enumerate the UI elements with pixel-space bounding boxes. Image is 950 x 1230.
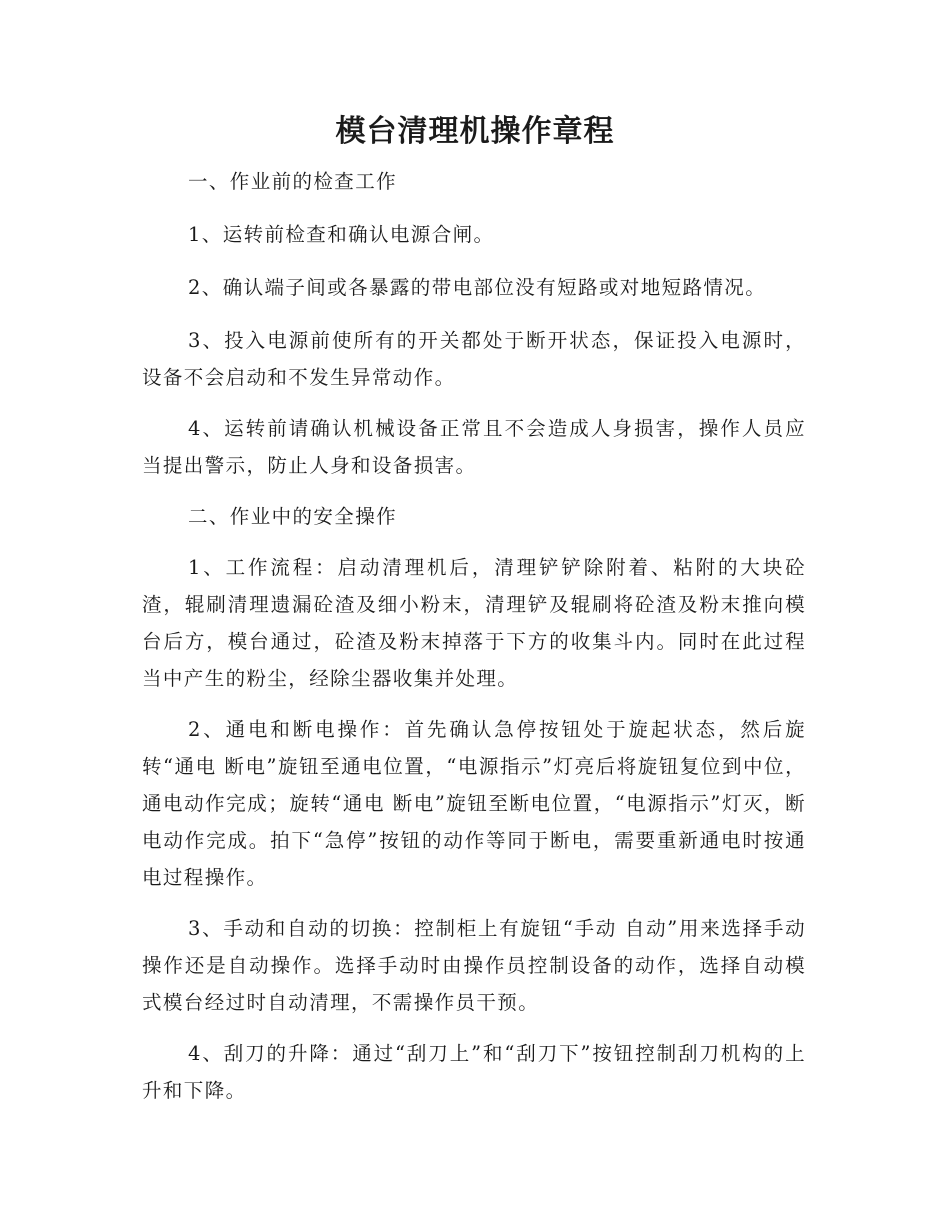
section-heading-safe-operation: 二、作业中的安全操作 — [188, 505, 398, 528]
document-body — [142, 163, 806, 1109]
paragraph-operation-2: 2、通电和断电操作：首先确认急停按钮处于旋起状态，然后旋转“通电 断电”旋钮至通电位置，“电源指示”灯亮后将旋钮复位到中位，通电动作完成；旋转“通电 断电”旋钮至断电位置，“电源指示”灯灭，断电动作完成。拍下“急停”按钮的动作等同于断电，需要重新通电时按通电过程操作。 — [142, 718, 806, 889]
paragraph-pre-check-3: 3、投入电源前使所有的开关都处于断开状态，保证投入电源时，设备不会启动和不发生异常动作。 — [142, 329, 806, 389]
paragraph-operation-1: 1、工作流程：启动清理机后，清理铲铲除附着、粘附的大块砼渣，辊刷清理遗漏砼渣及细小粉末，清理铲及辊刷将砼渣及粉末推向模台后方，模台通过，砼渣及粉末掉落于下方的收集斗内。同时在此过程当中产生的粉尘，经除尘器收集并处理。 — [142, 556, 806, 690]
section-heading-pre-work-check: 一、作业前的检查工作 — [188, 170, 398, 193]
paragraph-operation-3: 3、手动和自动的切换：控制柜上有旋钮“手动 自动”用来选择手动操作还是自动操作。选择手动时由操作员控制设备的动作，选择自动模式模台经过时自动清理，不需操作员干预。 — [142, 917, 806, 1014]
paragraph-pre-check-2: 2、确认端子间或各暴露的带电部位没有短路或对地短路情况。 — [188, 276, 767, 299]
paragraph-pre-check-4: 4、运转前请确认机械设备正常且不会造成人身损害，操作人员应当提出警示，防止人身和设备损害。 — [142, 417, 806, 477]
paragraph-operation-4: 4、刮刀的升降：通过“刮刀上”和“刮刀下”按钮控制刮刀机构的上升和下降。 — [142, 1042, 806, 1102]
document-title: 模台清理机操作章程 — [335, 114, 615, 149]
paragraph-pre-check-1: 1、运转前检查和确认电源合闸。 — [188, 223, 495, 246]
